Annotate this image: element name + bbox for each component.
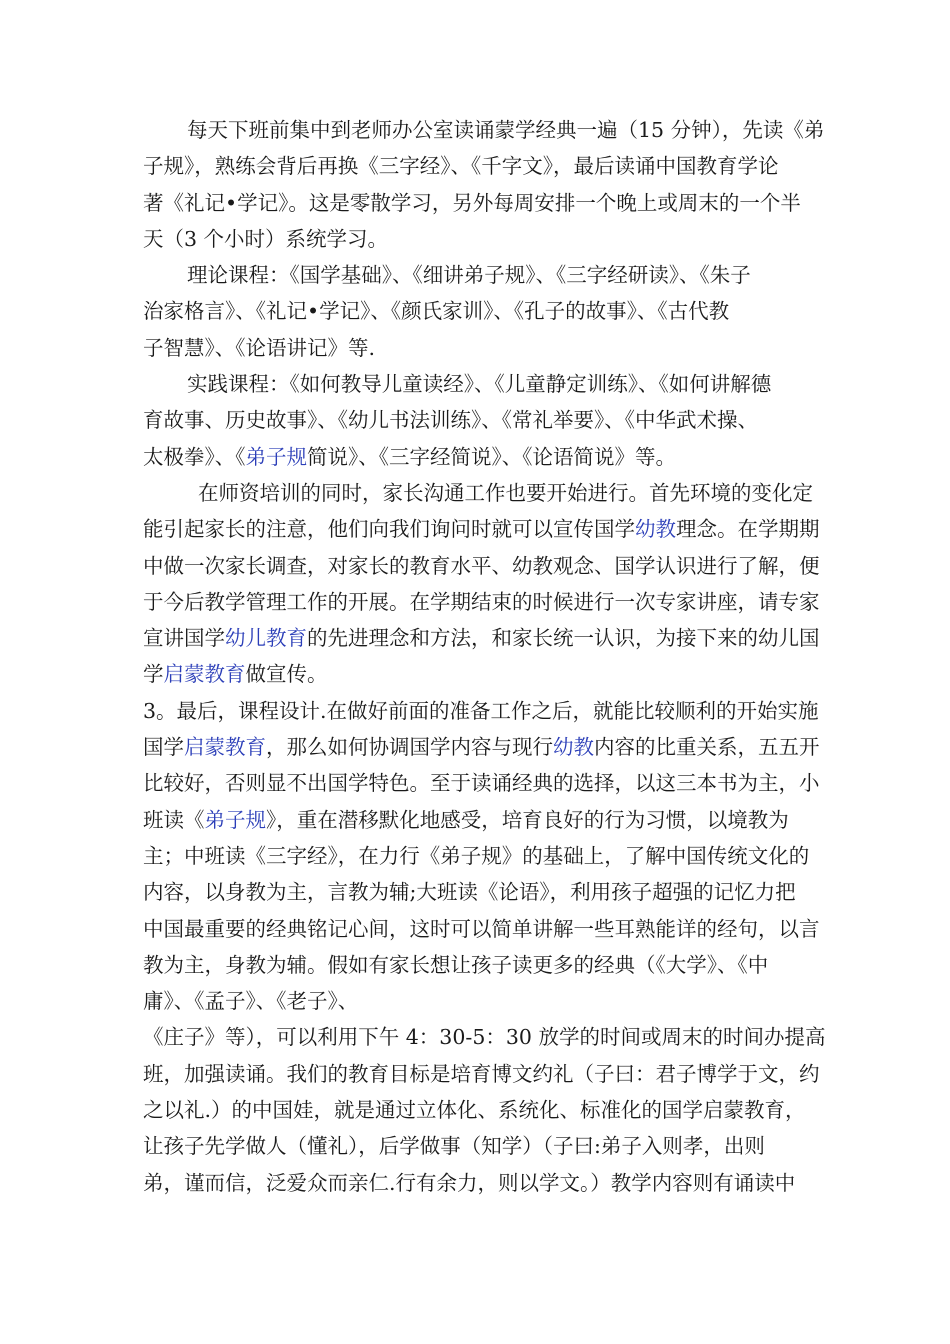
text-run: 著《礼记•学记》。这是零散学习，另外每周安排一个晚上或周末的一个半 [143,190,801,215]
document-body-text [143,112,833,1201]
text-line [143,548,833,584]
text-line [143,911,833,947]
text-line [143,402,833,438]
text-run: 班读《 [143,807,205,832]
text-line [143,221,833,257]
text-line [143,1019,833,1055]
text-line [143,1092,833,1128]
text-run: 教为主，身教为辅。假如有家长想让孩子读更多的经典（《大学》、《中 [143,952,769,977]
text-run: 弟，谨而信，泛爱众而亲仁.行有余力，则以学文。）教学内容则有诵读中 [143,1170,796,1195]
text-run: 子智慧》、《论语讲记》等. [143,335,376,360]
text-run: 3。最后，课程设计.在做好前面的准备工作之后，就能比较顺利的开始实施 [143,698,819,723]
text-line [143,148,833,184]
text-line [143,475,833,511]
text-line [143,620,833,656]
text-run: 能引起家长的注意，他们向我们询问时就可以宣传国学 [143,517,635,542]
text-run: 简说》、《三字经简说》、《论语简说》等。 [307,444,676,469]
text-line [143,729,833,765]
text-line [143,802,833,838]
text-run: 育故事、历史故事》、《幼儿书法训练》、《常礼举要》、《中华武术操、 [143,408,758,433]
hyperlink-term[interactable]: 弟子规 [204,807,266,832]
text-run: 国学 [143,735,184,760]
text-line [143,1165,833,1201]
text-run: 理论课程：《国学基础》、《细讲弟子规》、《三字经研读》、《朱子 [187,263,751,288]
text-run: 让孩子先学做人（懂礼），后学做事（知学）（子曰:弟子入则孝，出则 [143,1134,765,1159]
text-run: 理念。在学期期 [676,517,820,542]
text-run: 主；中班读《三字经》，在力行《弟子规》的基础上，了解中国传统文化的 [143,843,810,868]
text-run: 天（3 个小时）系统学习。 [143,226,389,251]
text-run: 班，加强读诵。我们的教育目标是培育博文约礼（子曰：君子博学于文，约 [143,1061,820,1086]
text-run: 实践课程：《如何教导儿童读经》、《儿童静定训练》、《如何讲解德 [187,372,772,397]
text-line [143,257,833,293]
text-line [143,874,833,910]
text-run: 内容，以身教为主，言教为辅;大班读《论语》，利用孩子超强的记忆力把 [143,880,796,905]
text-run: 于今后教学管理工作的开展。在学期结束的时候进行一次专家讲座，请专家 [143,589,820,614]
text-line [143,185,833,221]
hyperlink-term[interactable]: 幼儿教育 [225,626,307,651]
text-run: 治家格言》、《礼记•学记》、《颜氏家训》、《孔子的故事》、《古代教 [143,299,730,324]
text-line [143,838,833,874]
text-line [143,112,833,148]
text-line [143,983,833,1019]
text-run: 太极拳》、《 [143,444,246,469]
text-run: 的先进理念和方法，和家长统一认识，为接下来的幼儿国 [307,626,820,651]
text-run: 《庄子》等），可以利用下午 4：30-5：30 放学的时间或周末的时间办提高 [143,1025,826,1050]
text-run: 宣讲国学 [143,626,225,651]
hyperlink-term[interactable]: 启蒙教育 [163,662,246,687]
text-run: 庸》、《孟子》、《老子》、 [143,989,359,1014]
text-run: 中做一次家长调查，对家长的教育水平、幼教观念、国学认识进行了解，便 [143,553,820,578]
text-line [143,366,833,402]
text-line [143,947,833,983]
text-run: 做宣传。 [245,662,328,687]
text-line [143,693,833,729]
text-run: 在师资培训的同时，家长沟通工作也要开始进行。首先环境的变化定 [198,480,813,505]
text-run: 中国最重要的经典铭记心间，这时可以简单讲解一些耳熟能详的经句，以言 [143,916,820,941]
text-line [143,765,833,801]
text-run: 内容的比重关系，五五开 [594,735,820,760]
text-line [143,330,833,366]
text-run: 之以礼.）的中国娃，就是通过立体化、系统化、标准化的国学启蒙教育， [143,1098,806,1123]
hyperlink-term[interactable]: 弟子规 [245,444,307,469]
text-line [143,656,833,692]
text-run: 比较好，否则显不出国学特色。至于读诵经典的选择，以这三本书为主，小 [143,771,820,796]
text-line [143,1128,833,1164]
text-run: 每天下班前集中到老师办公室读诵蒙学经典一遍（15 分钟），先读《弟 [187,118,825,142]
hyperlink-term[interactable]: 启蒙教育 [184,735,266,760]
text-run: 》，重在潜移默化地感受，培育良好的行为习惯，以境教为 [266,807,789,832]
text-line [143,1056,833,1092]
hyperlink-term[interactable]: 幼教 [553,735,594,760]
text-run: ，那么如何协调国学内容与现行 [266,735,553,760]
text-run: 学 [143,662,164,687]
text-line [143,439,833,475]
text-line [143,511,833,547]
text-line [143,293,833,329]
hyperlink-term[interactable]: 幼教 [635,517,676,542]
text-line [143,584,833,620]
text-run: 子规》，熟练会背后再换《三字经》、《千字文》，最后读诵中国教育学论 [143,154,779,179]
